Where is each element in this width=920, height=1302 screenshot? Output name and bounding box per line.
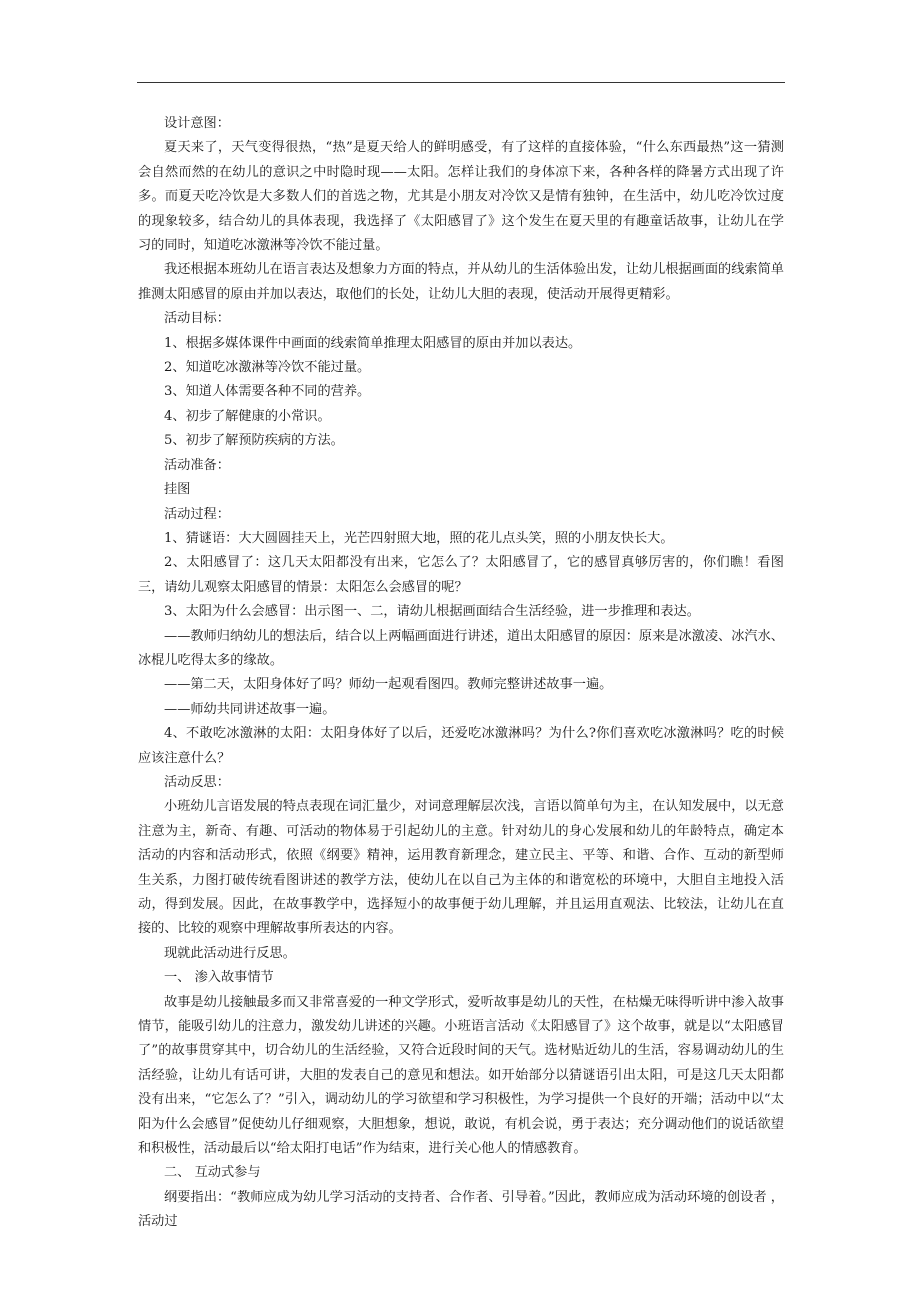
goal-item: 5、初步了解预防疾病的方法。	[164, 433, 344, 449]
process-item: ——师幼共同讲述故事一遍。	[164, 701, 336, 717]
goal-item: 2、知道吃冰激淋等冷饮不能过量。	[164, 360, 371, 376]
design-intent-paragraph-1: 夏天来了，天气变得很热，“热”是夏天给人的鲜明感受，有了这样的直接体验，“什么东西最热”这一猜测会自然而然的在幼儿的意识之中时隐时现——太阳。怎样让我们的身体凉下来，各种各样的降暑方式出现了许多。而夏天吃冷饮是大多数人们的首选之物，尤其是小朋友对冷饮又是情有独钟，在生活中，幼儿吃冷饮过度的现象较多，结合幼儿的具体表现，我选择了《太阳感冒了》这个发生在夏天里的有趣童话故事，让幼儿在学习的同时，知道吃冰激淋等冷饮不能过量。	[138, 140, 784, 254]
section-2-title: 二、 互动式参与	[164, 1165, 261, 1181]
goal-item: 4、初步了解健康的小常识。	[164, 408, 331, 424]
process-item: 4、不敢吃冰激淋的太阳：太阳身体好了以后，还爱吃冰激淋吗？为什么?你们喜欢吃冰激淋吗？吃的时候应该注意什么？	[138, 726, 784, 766]
process-item: 1、猜谜语：大大圆圆挂天上，光芒四射照大地，照的花儿点头笑，照的小朋友快长大。	[164, 530, 674, 546]
section-2-text: 纲要指出：“教师应成为幼儿学习活动的支持者、合作者、引导着。”因此，教师应成为活动环境的创设者 ，活动过	[138, 1189, 784, 1230]
goals-heading: 活动目标：	[164, 311, 230, 327]
reflection-heading: 活动反思：	[164, 774, 230, 790]
header-rule	[137, 82, 785, 83]
section-1-text: 故事是幼儿接触最多而又非常喜爱的一种文学形式，爱听故事是幼儿的天性，在枯燥无味得听讲中渗入故事情节，能吸引幼儿的注意力，激发幼儿讲述的兴趣。小班语言活动《太阳感冒了》这个故事，就是以“太阳感冒了”的故事贯穿其中，切合幼儿的生活经验，又符合近段时间的天气。选材贴近幼儿的生活，容易调动幼儿的生活经验，让幼儿有话可讲，大胆的发表自己的意见和想法。如开始部分以猜谜语引出太阳，可是这几天太阳都没有出来，“它怎么了？”引入，调动幼儿的学习欲望和学习积极性，为学习提供一个良好的开端；活动中以“太阳为什么会感冒”促使幼儿仔细观察，大胆想象，想说，敢说，有机会说，勇于表达；充分调动他们的说话欲望和积极性，活动最后以“给太阳打电话”作为结束，进行关心他人的情感教育。	[138, 994, 784, 1157]
goal-item: 3、知道人体需要各种不同的营养。	[164, 384, 371, 400]
design-intent-paragraph-2: 我还根据本班幼儿在语言表达及想象力方面的特点，并从幼儿的生活体验出发，让幼儿根据画面的线索简单推测太阳感冒的原由并加以表达，取他们的长处，让幼儿大胆的表现，使活动开展得更精彩。	[138, 262, 784, 302]
process-item: ——教师归纳幼儿的想法后，结合以上两幅画面进行讲述，道出太阳感冒的原因：原来是冰激凌、冰汽水、冰棍儿吃得太多的缘故。	[138, 628, 784, 668]
document-body	[138, 112, 784, 1235]
preparation-text: 挂图	[164, 482, 191, 498]
process-item: 2、太阳感冒了：这几天太阳都没有出来，它怎么了？太阳感冒了，它的感冒真够厉害的，你们瞧！看图三，请幼儿观察太阳感冒的情景：太阳怎么会感冒的呢？	[138, 555, 784, 595]
design-intent-heading: 设计意图：	[164, 116, 230, 131]
process-item: 3、太阳为什么会感冒：出示图一、二，请幼儿根据画面结合生活经验，进一步推理和表达。	[164, 604, 700, 620]
goal-item: 1、根据多媒体课件中画面的线索简单推理太阳感冒的原由并加以表达。	[164, 335, 582, 351]
section-1-title: 一、 渗入故事情节	[164, 970, 274, 986]
reflection-paragraph-1: 小班幼儿言语发展的特点表现在词汇量少，对词意理解层次浅，言语以简单句为主，在认知发展中，以无意注意为主，新奇、有趣、可活动的物体易于引起幼儿的主意。针对幼儿的身心发展和幼儿的年龄特点，确定本活动的内容和活动形式，依照《纲要》精神，运用教育新理念，建立民主、平等、和谐、合作、互动的新型师生关系，力图打破传统看图讲述的教学方法，使幼儿在以自己为主体的和谐宽松的环境中，大胆自主地投入活动，得到发展。因此，在故事教学中，选择短小的故事便于幼儿理解，并且运用直观法、比较法，让幼儿在直接的、比较的观察中理解故事所表达的内容。	[138, 799, 784, 937]
process-heading: 活动过程：	[164, 506, 230, 522]
process-item: ——第二天，太阳身体好了吗？师幼一起观看图四。教师完整讲述故事一遍。	[164, 677, 613, 693]
reflection-paragraph-2: 现就此活动进行反思。	[164, 945, 296, 961]
preparation-heading: 活动准备：	[164, 457, 230, 473]
